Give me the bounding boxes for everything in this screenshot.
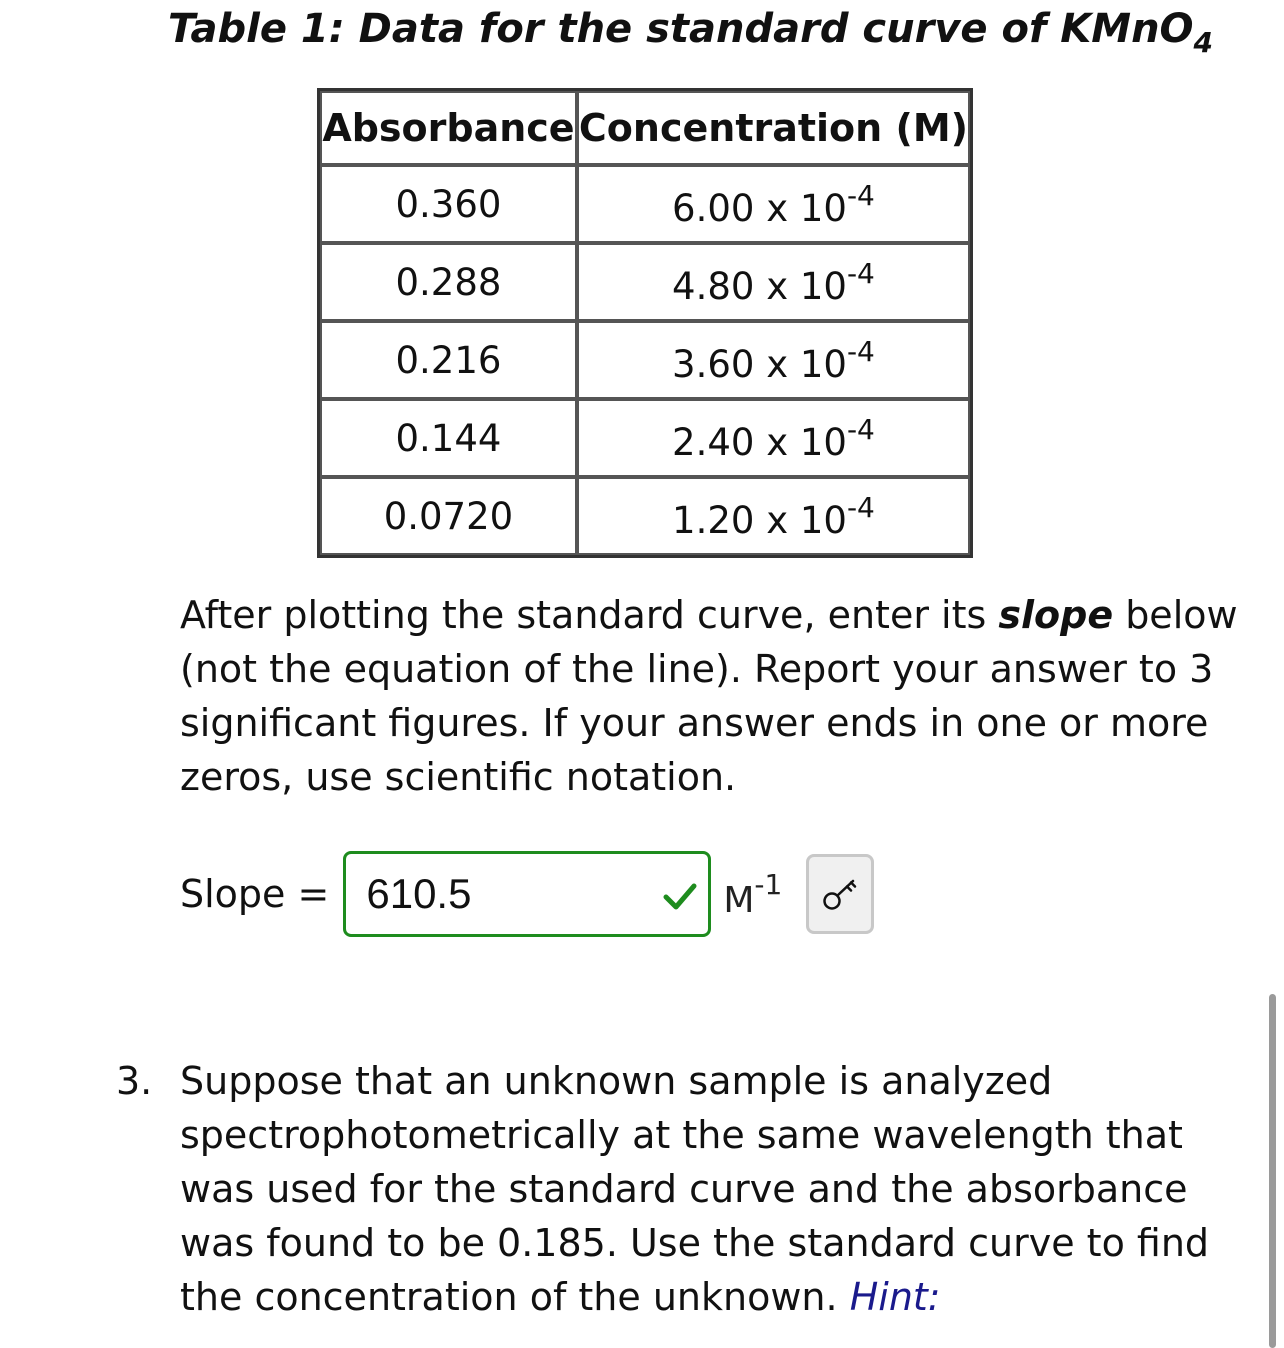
table-row bbox=[320, 165, 970, 243]
scrollbar[interactable] bbox=[1269, 994, 1276, 1348]
slope-instructions bbox=[180, 588, 1260, 804]
table-row bbox=[320, 321, 970, 399]
table-caption-text: Table 1: Data for the standard curve of KMnO bbox=[168, 6, 1194, 52]
key-icon bbox=[820, 874, 860, 914]
question-body bbox=[180, 1054, 1246, 1324]
concentration-exponent: -4 bbox=[846, 178, 875, 212]
concentration-mantissa: 3.60 x 10 bbox=[672, 342, 847, 386]
unit-exponent: -1 bbox=[754, 867, 783, 901]
table-row bbox=[320, 243, 970, 321]
concentration-mantissa: 2.40 x 10 bbox=[672, 420, 847, 464]
header-absorbance: Absorbance bbox=[320, 91, 577, 165]
concentration-cell bbox=[577, 165, 970, 243]
check-icon bbox=[662, 878, 698, 914]
concentration-exponent: -4 bbox=[846, 256, 875, 290]
concentration-mantissa: 6.00 x 10 bbox=[672, 186, 847, 230]
concentration-mantissa: 4.80 x 10 bbox=[672, 264, 847, 308]
concentration-cell bbox=[577, 399, 970, 477]
table-header-row bbox=[320, 91, 970, 165]
header-concentration: Concentration (M) bbox=[577, 91, 970, 165]
unit-base: M bbox=[723, 879, 755, 921]
hint-link[interactable]: Hint: bbox=[849, 1275, 941, 1319]
instructions-part1: After plotting the standard curve, enter its bbox=[180, 593, 999, 637]
standard-curve-table bbox=[317, 88, 973, 558]
question-text: Suppose that an unknown sample is analyzed spectrophotometrically at the same wavelength that was used for the standard curve and the absorbance was found to be 0.185. Use the standard curve to find the concentration of the unknown. bbox=[180, 1059, 1210, 1319]
table-caption bbox=[168, 6, 1213, 59]
concentration-cell bbox=[577, 243, 970, 321]
slope-answer-row bbox=[180, 848, 874, 940]
concentration-cell bbox=[577, 477, 970, 555]
concentration-exponent: -4 bbox=[846, 412, 875, 446]
slope-label: Slope = bbox=[180, 872, 330, 916]
concentration-cell bbox=[577, 321, 970, 399]
instructions-emphasis: slope bbox=[998, 593, 1114, 637]
table-row bbox=[320, 477, 970, 555]
absorbance-cell: 0.360 bbox=[320, 165, 577, 243]
slope-input[interactable] bbox=[346, 869, 658, 919]
table-row bbox=[320, 399, 970, 477]
key-button[interactable] bbox=[806, 854, 874, 934]
absorbance-cell: 0.216 bbox=[320, 321, 577, 399]
instructions-part2: below (not the equation of the line). Report your answer to 3 significant figures. If your answer ends in one or more zeros, use scientific notation. bbox=[180, 593, 1238, 799]
concentration-mantissa: 1.20 x 10 bbox=[672, 498, 847, 542]
question-3 bbox=[116, 1054, 1246, 1324]
slope-input-box[interactable] bbox=[343, 851, 711, 937]
absorbance-cell: 0.288 bbox=[320, 243, 577, 321]
absorbance-cell: 0.0720 bbox=[320, 477, 577, 555]
table-caption-subscript: 4 bbox=[1193, 26, 1214, 59]
concentration-exponent: -4 bbox=[846, 490, 875, 524]
slope-unit bbox=[723, 868, 782, 921]
question-number: 3. bbox=[116, 1059, 153, 1103]
absorbance-cell: 0.144 bbox=[320, 399, 577, 477]
concentration-exponent: -4 bbox=[846, 334, 875, 368]
